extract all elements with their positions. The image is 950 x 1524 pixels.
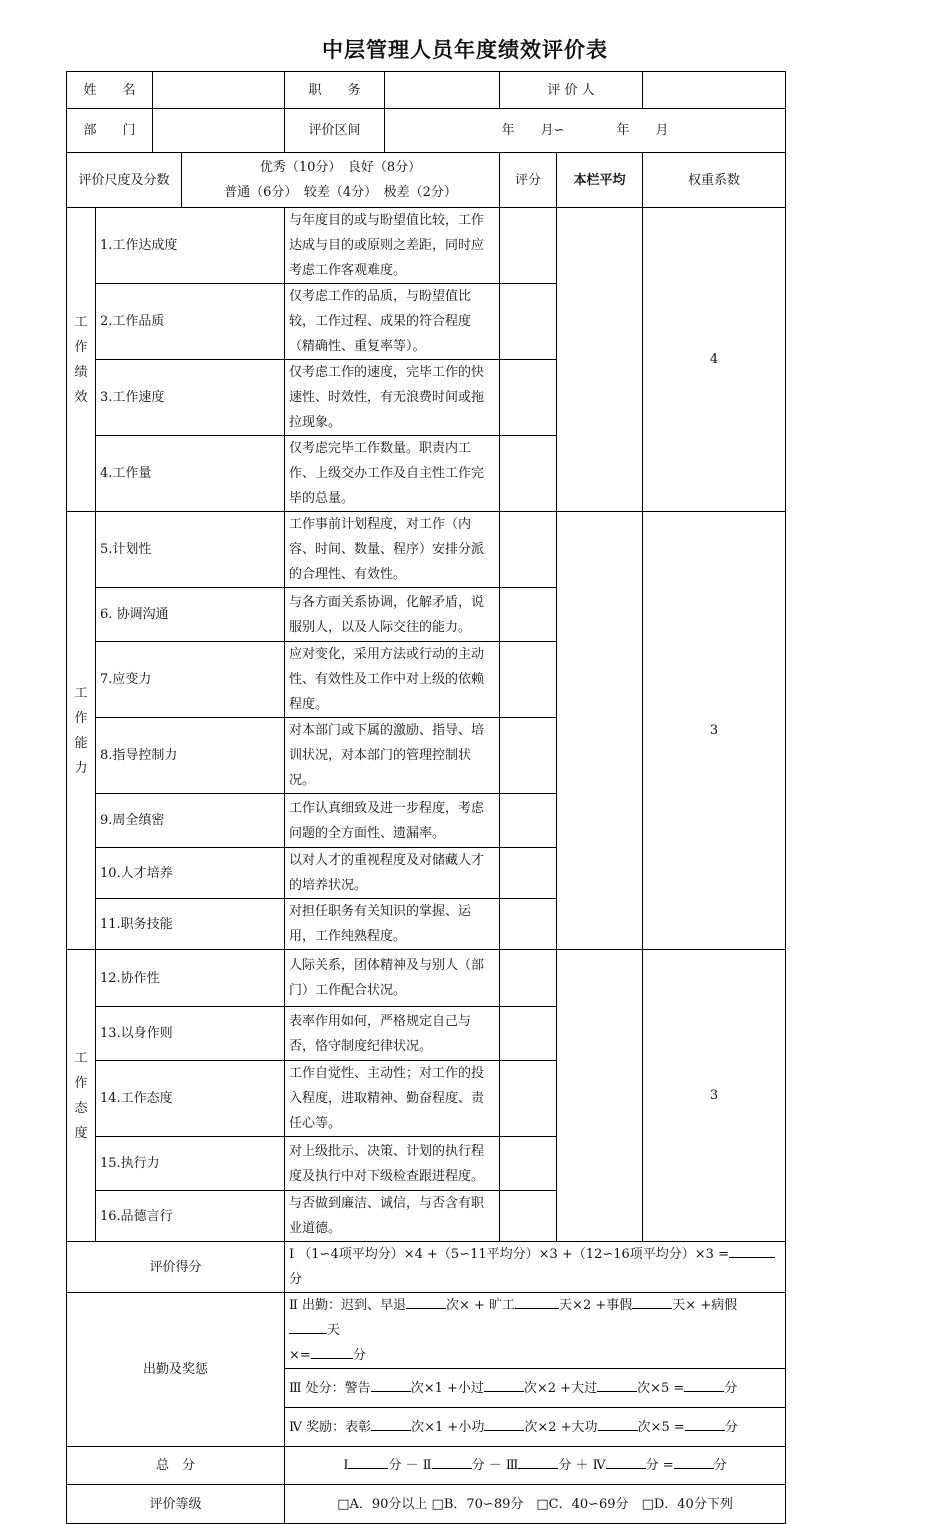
score-cell[interactable] <box>500 436 557 512</box>
position-field[interactable] <box>385 72 500 109</box>
criterion-label: 8.指导控制力 <box>96 718 285 794</box>
criterion-label: 15.执行力 <box>96 1137 285 1191</box>
average-cell[interactable] <box>557 950 643 1242</box>
average-column-header: 本栏平均 <box>557 153 643 208</box>
score-cell[interactable] <box>500 718 557 794</box>
criterion-description: 仅考虑工作的速度，完毕工作的快速性、时效性，有无浪费时间或拖拉现象。 <box>285 360 500 436</box>
criterion-description: 表率作用如何，严格规定自己与否，恪守制度纪律状况。 <box>285 1007 500 1061</box>
weight-value: 3 <box>643 950 786 1242</box>
warning-count-blank[interactable] <box>371 1377 411 1392</box>
scale-line-1: 优秀（10分） 良好（8分） <box>259 160 422 175</box>
criterion-label: 14.工作态度 <box>96 1061 285 1137</box>
attendance-result-blank[interactable] <box>311 1344 353 1359</box>
criterion-description: 与否做到廉洁、诚信，与否含有职业道德。 <box>285 1191 500 1242</box>
minor-demerit-blank[interactable] <box>484 1377 524 1392</box>
scale-label: 评价尺度及分数 <box>67 153 182 208</box>
personal-leave-blank[interactable] <box>632 1294 672 1309</box>
penalty-result-blank[interactable] <box>684 1377 724 1392</box>
criterion-label: 13.以身作则 <box>96 1007 285 1061</box>
reward-line <box>285 1408 786 1447</box>
grade-options[interactable]: □A．90分以上 □B．70∽89分 □C．40∽69分 □D．40分下列 <box>285 1485 786 1524</box>
attendance-text: Ⅱ 出勤：迟到、早退 <box>289 1298 406 1313</box>
criterion-description: 工作自觉性、主动性；对工作的投入程度，进取精神、勤奋程度、责任心等。 <box>285 1061 500 1137</box>
commendation-count-blank[interactable] <box>371 1416 411 1431</box>
criterion-label: 12.协作性 <box>96 950 285 1007</box>
name-field[interactable] <box>153 72 285 109</box>
reward-result-blank[interactable] <box>685 1416 725 1431</box>
total-sum-blank[interactable] <box>674 1454 714 1469</box>
total-iii-blank[interactable] <box>518 1454 558 1469</box>
score-cell[interactable] <box>500 360 557 436</box>
criterion-description: 与年度目的或与盼望值比较，工作达成与目的或原则之差距，同时应考虑工作客观难度。 <box>285 208 500 284</box>
criterion-label: 11.职务技能 <box>96 899 285 950</box>
total-text: 分 － Ⅲ <box>471 1458 519 1473</box>
group-label-performance <box>67 208 96 512</box>
total-text: 分 ＋ Ⅳ <box>558 1458 606 1473</box>
dept-label: 部 门 <box>67 109 153 153</box>
score-cell[interactable] <box>500 950 557 1007</box>
score-cell[interactable] <box>500 642 557 718</box>
criterion-description: 对本部门或下属的激励、指导、培训状况，对本部门的管理控制状况。 <box>285 718 500 794</box>
attendance-text: 天×2 +事假 <box>559 1298 633 1313</box>
penalty-text: 分 <box>724 1380 738 1396</box>
group-label-text: 工 作 态 度 <box>74 1050 88 1141</box>
criterion-description: 仅考虑工作的品质，与盼望值比较，工作过程、成果的符合程度（精确性、重复率等）。 <box>285 284 500 360</box>
group-label-text: 工 作 能 力 <box>74 685 88 776</box>
criterion-description: 以对人才的重视程度及对储藏人才的培养状况。 <box>285 848 500 899</box>
score-cell[interactable] <box>500 1061 557 1137</box>
penalty-text: 次×5 = <box>637 1380 685 1396</box>
reward-text: 次×5 = <box>637 1419 685 1435</box>
criterion-description: 工作认真细致及进一步程度，考虑问题的全方面性、遗漏率。 <box>285 794 500 848</box>
total-label: 总 分 <box>67 1447 285 1485</box>
absent-count-blank[interactable] <box>515 1294 559 1309</box>
criterion-description: 与各方面关系协调，化解矛盾，说服别人，以及人际交往的能力。 <box>285 588 500 642</box>
evaluator-field[interactable] <box>643 72 786 109</box>
minor-merit-blank[interactable] <box>484 1416 524 1431</box>
score-cell[interactable] <box>500 899 557 950</box>
criterion-description: 仅考虑完毕工作数量。职责内工作、上级交办工作及自主性工作完毕的总量。 <box>285 436 500 512</box>
attendance-line <box>285 1293 786 1369</box>
score-cell[interactable] <box>500 284 557 360</box>
total-formula <box>285 1447 786 1485</box>
penalty-text: 次×2 +大过 <box>523 1380 598 1396</box>
score-cell[interactable] <box>500 794 557 848</box>
average-cell[interactable] <box>557 208 643 512</box>
criterion-description: 人际关系，团体精神及与别人（部门）工作配合状况。 <box>285 950 500 1007</box>
attendance-label: 出勤及奖惩 <box>67 1293 285 1447</box>
sick-leave-blank[interactable] <box>289 1319 327 1334</box>
scale-line-2: 普通（6分） 较差（4分） 极差（2分） <box>224 185 457 200</box>
criterion-label: 1.工作达成度 <box>96 208 285 284</box>
attendance-text: 次× + 旷工 <box>445 1298 516 1313</box>
criterion-label: 16.品德言行 <box>96 1191 285 1242</box>
penalty-text: 次×1 +小过 <box>410 1380 484 1396</box>
attendance-text: ×= <box>289 1348 311 1363</box>
dept-field[interactable] <box>153 109 285 153</box>
period-label: 评价区间 <box>285 109 385 153</box>
criterion-label: 2.工作品质 <box>96 284 285 360</box>
score-unit: 分 <box>289 1272 303 1287</box>
reward-text: Ⅳ 奖励：表彰 <box>289 1419 372 1435</box>
score-formula-text: Ⅰ （1∽4项平均分）×4 +（5∽11平均分）×3 +（12∽16项平均分）×3 = <box>289 1247 729 1262</box>
criterion-label: 4.工作量 <box>96 436 285 512</box>
score-formula <box>285 1242 786 1293</box>
name-label: 姓 名 <box>67 72 153 109</box>
criterion-description: 对上级批示、决策、计划的执行程度及执行中对下级检查跟进程度。 <box>285 1137 500 1191</box>
attendance-text: 天 <box>327 1323 341 1338</box>
score-cell[interactable] <box>500 848 557 899</box>
attendance-text: 天× +病假 <box>672 1298 738 1313</box>
criterion-description: 对担任职务有关知识的掌握、运用，工作纯熟程度。 <box>285 899 500 950</box>
criterion-label: 7.应变力 <box>96 642 285 718</box>
reward-text: 分 <box>724 1419 738 1435</box>
reward-text: 次×1 +小功 <box>411 1419 485 1435</box>
score-column-header: 评分 <box>500 153 557 208</box>
criterion-description: 应对变化，采用方法或行动的主动性、有效性及工作中对上级的依赖程度。 <box>285 642 500 718</box>
score-cell[interactable] <box>500 512 557 588</box>
penalty-line <box>285 1369 786 1408</box>
grade-label: 评价等级 <box>67 1485 285 1524</box>
average-cell[interactable] <box>557 512 643 950</box>
group-label-attitude <box>67 950 96 1242</box>
reward-text: 次×2 +大功 <box>524 1419 598 1435</box>
total-text: 分 = <box>645 1458 674 1473</box>
period-field[interactable]: 年 月∽ 年 月 <box>385 109 786 153</box>
total-text: 分 － Ⅱ <box>388 1458 432 1473</box>
total-text: Ⅰ <box>343 1458 349 1473</box>
total-ii-blank[interactable] <box>432 1454 472 1469</box>
attendance-text: 分 <box>352 1348 366 1363</box>
criterion-label: 6. 协调沟通 <box>96 588 285 642</box>
score-cell[interactable] <box>500 1007 557 1061</box>
total-text: 分 <box>713 1458 727 1473</box>
total-iv-blank[interactable] <box>606 1454 646 1469</box>
score-total-blank[interactable] <box>729 1243 775 1258</box>
major-merit-blank[interactable] <box>598 1416 638 1431</box>
position-label: 职 务 <box>285 72 385 109</box>
score-cell[interactable] <box>500 1191 557 1242</box>
weight-value: 4 <box>643 208 786 512</box>
late-count-blank[interactable] <box>406 1294 446 1309</box>
score-cell[interactable] <box>500 208 557 284</box>
total-i-blank[interactable] <box>348 1454 388 1469</box>
criterion-label: 5.计划性 <box>96 512 285 588</box>
weight-value: 3 <box>643 512 786 950</box>
criterion-label: 9.周全缜密 <box>96 794 285 848</box>
group-label-text: 工 作 绩 效 <box>74 314 88 405</box>
score-row-label: 评价得分 <box>67 1242 285 1293</box>
penalty-text: Ⅲ 处分：警告 <box>289 1380 371 1396</box>
score-cell[interactable] <box>500 588 557 642</box>
weight-column-header: 权重系数 <box>643 153 786 208</box>
page-title: 中层管理人员年度绩效评价表 <box>322 38 608 62</box>
major-demerit-blank[interactable] <box>597 1377 637 1392</box>
criterion-label: 3.工作速度 <box>96 360 285 436</box>
evaluation-table <box>66 71 786 1524</box>
evaluator-label: 评 价 人 <box>500 72 643 109</box>
scale-description <box>182 153 500 208</box>
score-cell[interactable] <box>500 1137 557 1191</box>
criterion-label: 10.人才培养 <box>96 848 285 899</box>
criterion-description: 工作事前计划程度，对工作（内容、时间、数量、程序）安排分派的合理性、有效性。 <box>285 512 500 588</box>
group-label-ability <box>67 512 96 950</box>
